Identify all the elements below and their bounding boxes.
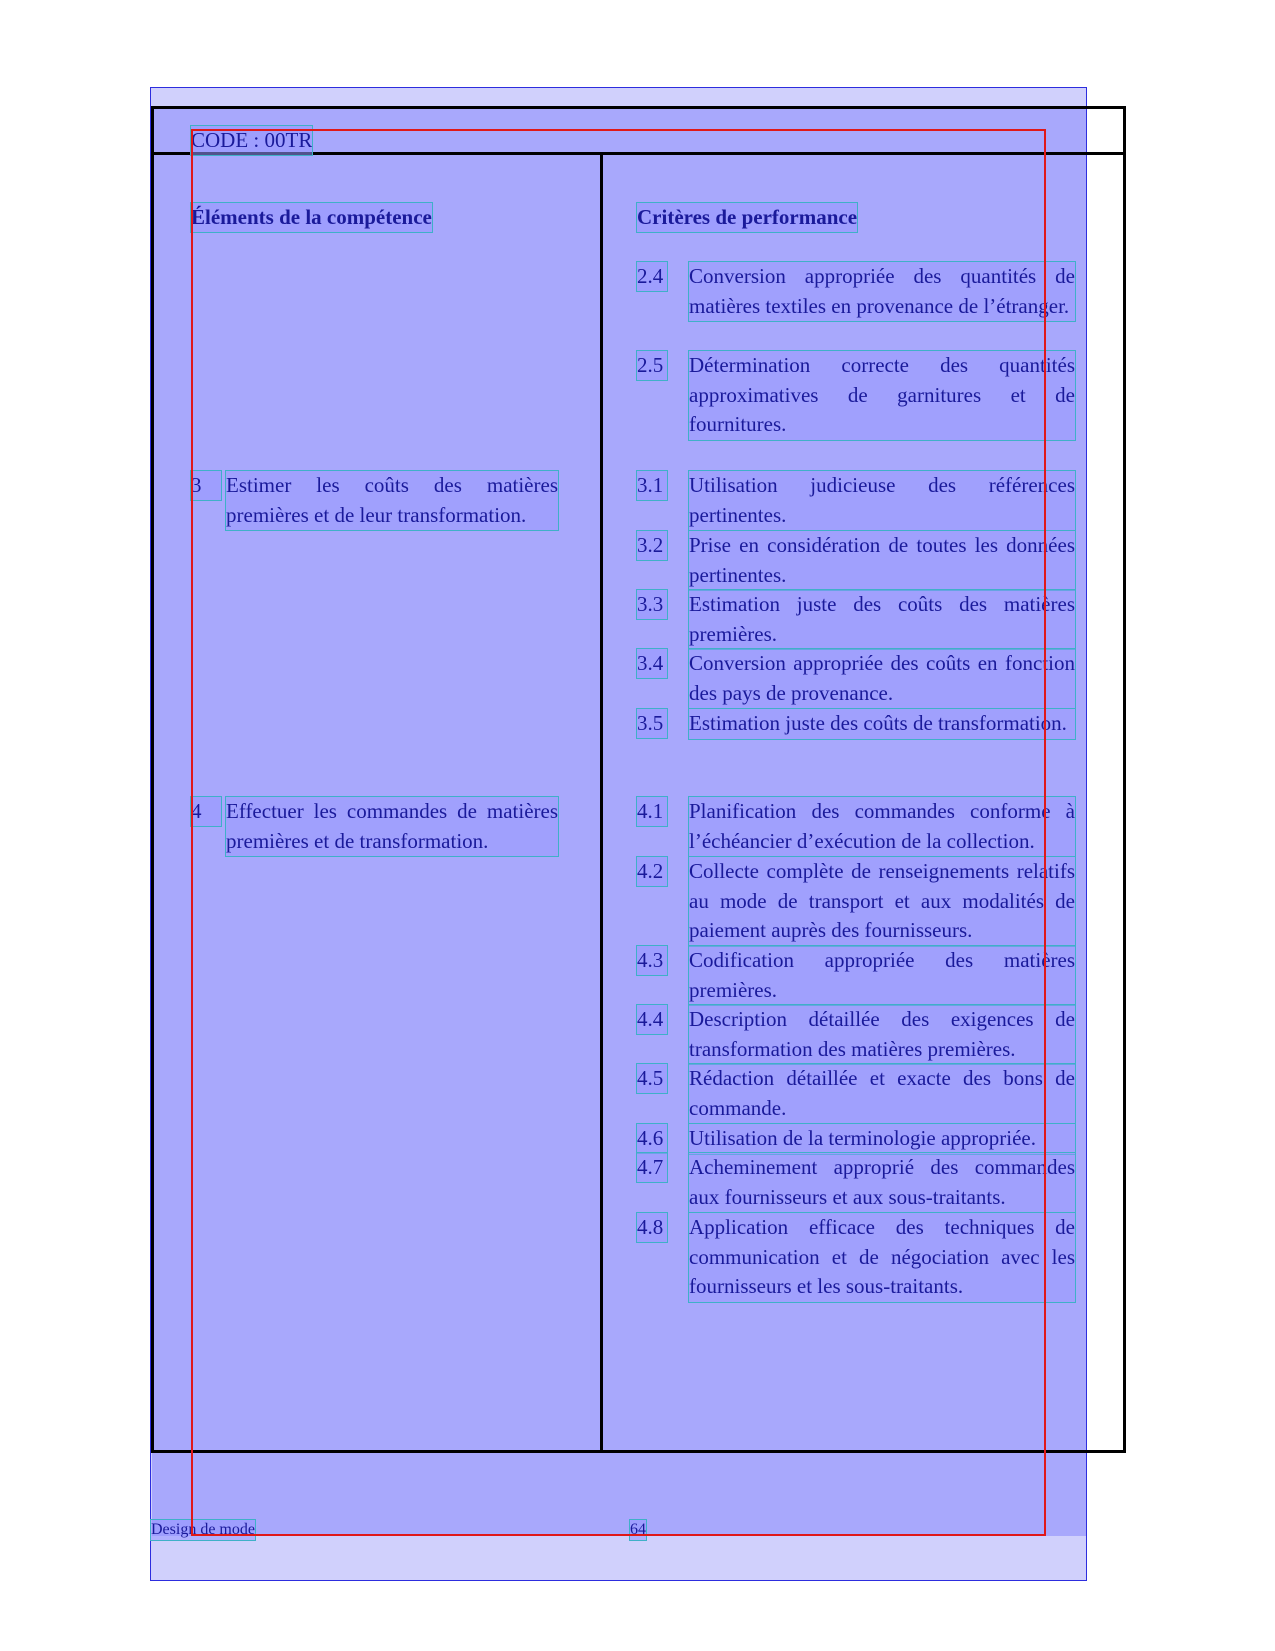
element-text: Estimer les coûts des matières premières et de leur transformation. [226, 471, 558, 530]
criterion-number: 3.5 [637, 709, 667, 738]
criterion-text: Estimation juste des coûts des matières premières. [689, 590, 1075, 649]
footer-page-number: 64 [630, 1521, 646, 1538]
criterion-number: 4.6 [637, 1124, 667, 1153]
criterion-text: Rédaction détaillée et exacte des bons de commande. [689, 1064, 1075, 1123]
criterion-text: Codification appropriée des matières premières. [689, 946, 1075, 1005]
criterion-number: 2.4 [637, 262, 667, 291]
criterion-number: 4.7 [637, 1153, 667, 1182]
criterion-text: Application efficace des techniques de communication et de négociation avec les fournisseurs et les sous-traitants. [689, 1213, 1075, 1302]
criterion-text: Collecte complète de renseignements relatifs au mode de transport et aux modalités de paiement auprès des fournisseurs. [689, 857, 1075, 946]
criterion-number: 4.3 [637, 946, 667, 975]
criterion-number: 3.3 [637, 590, 667, 619]
criterion-number: 4.2 [637, 857, 667, 886]
criteria-column-heading: Critères de performance [637, 203, 857, 232]
criterion-text: Détermination correcte des quantités approximatives de garnitures et de fournitures. [689, 351, 1075, 440]
criterion-number: 4.1 [637, 797, 667, 826]
criterion-text: Acheminement approprié des commandes aux fournisseurs et aux sous-traitants. [689, 1153, 1075, 1212]
column-divider [600, 155, 603, 1452]
criterion-text: Planification des commandes conforme à l’échéancier d’exécution de la collection. [689, 797, 1075, 856]
criterion-text: Estimation juste des coûts de transformation. [689, 709, 1075, 739]
criterion-number: 4.4 [637, 1005, 667, 1034]
competence-code: CODE : 00TR [191, 126, 312, 155]
criterion-text: Prise en considération de toutes les données pertinentes. [689, 531, 1075, 590]
criterion-number: 4.5 [637, 1064, 667, 1093]
criterion-text: Utilisation de la terminologie appropriée. [689, 1124, 1075, 1154]
criterion-text: Conversion appropriée des coûts en fonction des pays de provenance. [689, 649, 1075, 708]
criterion-text: Conversion appropriée des quantités de matières textiles en provenance de l’étranger. [689, 262, 1075, 321]
criterion-text: Utilisation judicieuse des références pertinentes. [689, 471, 1075, 530]
criterion-number: 3.1 [637, 471, 667, 500]
criterion-number: 4.8 [637, 1213, 667, 1242]
element-number: 3 [191, 471, 221, 500]
element-text: Effectuer les commandes de matières premières et de transformation. [226, 797, 558, 856]
criterion-number: 3.2 [637, 531, 667, 560]
criterion-number: 2.5 [637, 351, 667, 380]
element-number: 4 [191, 797, 221, 826]
criterion-text: Description détaillée des exigences de transformation des matières premières. [689, 1005, 1075, 1064]
elements-column-heading: Éléments de la compétence [191, 203, 432, 232]
footer-program-title: Design de mode [151, 1521, 255, 1538]
criterion-number: 3.4 [637, 649, 667, 678]
